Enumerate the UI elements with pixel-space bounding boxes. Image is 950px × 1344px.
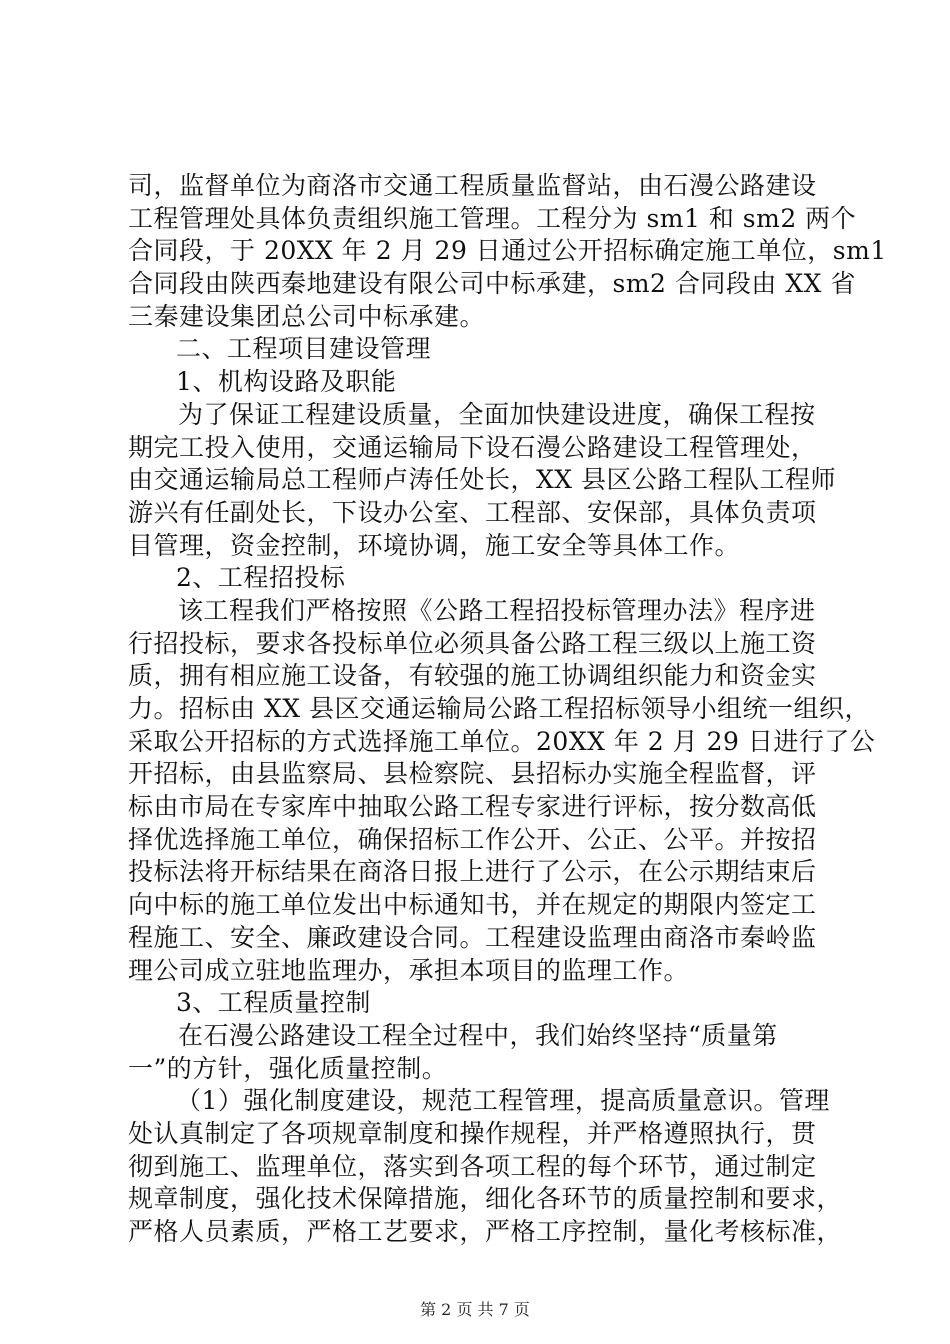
text-line: 二、工程项目建设管理 xyxy=(176,334,432,364)
text-line: 合同段，于 20XX 年 2 月 29 日通过公开招标确定施工单位，sm1 xyxy=(128,236,887,266)
text-line: 理公司成立驻地监理办，承担本项目的监理工作。 xyxy=(128,955,690,985)
text-line: 司，监督单位为商洛市交通工程质量监督站，由石漫公路建设 xyxy=(128,171,817,200)
text-line: 合同段由陕西秦地建设有限公司中标承建，sm2 合同段由 XX 省 xyxy=(128,269,856,299)
text-line: 一”的方针，强化质量控制。 xyxy=(128,1053,448,1083)
text-line: 彻到施工、监理单位，落实到各项工程的每个环节，通过制定 xyxy=(128,1151,817,1181)
page-number-footer: 第 2 页 共 7 页 xyxy=(420,1300,530,1319)
text-line: 严格人员素质，严格工艺要求，严格工序控制，量化考核标准， xyxy=(128,1217,843,1246)
text-line: 期完工投入使用，交通运输局下设石漫公路建设工程管理处， xyxy=(128,432,817,462)
text-line: （1）强化制度建设，规范工程管理，提高质量意识。管理 xyxy=(176,1086,830,1116)
text-line: 在石漫公路建设工程全过程中，我们始终坚持“质量第 xyxy=(178,1020,778,1050)
document-body xyxy=(128,170,887,1249)
text-line: 目管理，资金控制，环境协调，施工安全等具体工作。 xyxy=(128,530,741,560)
text-line: 三秦建设集团总公司中标承建。 xyxy=(128,301,486,331)
text-line: 工程管理处具体负责组织施工管理。工程分为 sm1 和 sm2 两个 xyxy=(128,203,857,233)
text-line: 该工程我们严格按照《公路工程招投标管理办法》程序进 xyxy=(178,595,816,625)
text-line: 1、机构设路及职能 xyxy=(176,367,397,397)
text-line: 规章制度，强化技术保障措施，细化各环节的质量控制和要求， xyxy=(128,1184,843,1214)
text-line: 质，拥有相应施工设备，有较强的施工协调组织能力和资金实 xyxy=(128,661,817,691)
text-line: 为了保证工程建设质量，全面加快建设进度，确保工程按 xyxy=(178,399,816,429)
text-line: 3、工程质量控制 xyxy=(176,988,371,1018)
text-line: 投标法将开标结果在商洛日报上进行了公示，在公示期结束后 xyxy=(128,857,817,887)
text-line: 程施工、安全、廉政建设合同。工程建设监理由商洛市秦岭监 xyxy=(128,922,817,952)
text-line: 行招投标，要求各投标单位必须具备公路工程三级以上施工资 xyxy=(128,628,817,658)
text-line: 处认真制定了各项规章制度和操作规程，并严格遵照执行，贯 xyxy=(128,1118,817,1148)
text-line: 择优选择施工单位，确保招标工作公开、公正、公平。并按招 xyxy=(128,824,817,854)
text-line: 力。招标由 XX 县区交通运输局公路工程招标领导小组统一组织， xyxy=(128,694,870,723)
text-line: 2、工程招投标 xyxy=(176,563,346,593)
text-line: 采取公开招标的方式选择施工单位。20XX 年 2 月 29 日进行了公 xyxy=(128,726,876,756)
text-line: 标由市局在专家库中抽取公路工程专家进行评标，按分数高低 xyxy=(128,792,817,822)
text-line: 向中标的施工单位发出中标通知书，并在规定的期限内签定工 xyxy=(128,890,817,920)
text-line: 开招标，由县监察局、县检察院、县招标办实施全程监督，评 xyxy=(128,759,817,789)
text-line: 由交通运输局总工程师卢涛任处长，XX 县区公路工程队工程师 xyxy=(128,465,837,495)
text-line: 游兴有任副处长，下设办公室、工程部、安保部，具体负责项 xyxy=(128,497,817,527)
